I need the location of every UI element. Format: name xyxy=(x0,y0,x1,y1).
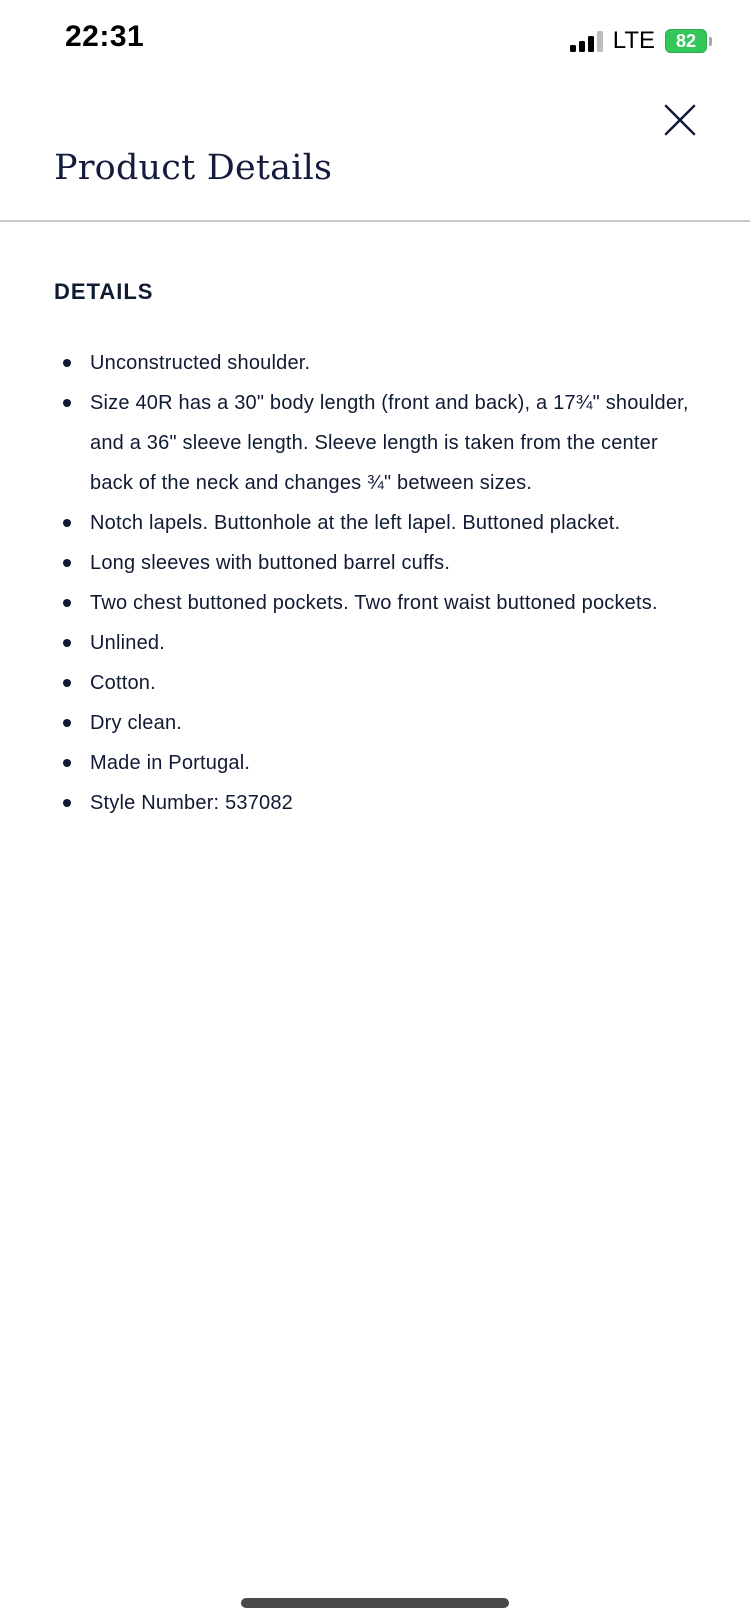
list-item-text: Style Number: 537082 xyxy=(90,792,294,814)
page-title: Product Details xyxy=(54,148,333,188)
list-item-text: Two chest buttoned pockets. Two front waist buttoned pockets. xyxy=(90,592,658,614)
list-item-text: Unconstructed shoulder. xyxy=(90,352,311,374)
bullet-icon xyxy=(63,719,71,727)
battery-tip xyxy=(709,37,712,46)
details-heading: DETAILS xyxy=(54,279,154,304)
list-item xyxy=(54,343,704,383)
network-type: LTE xyxy=(612,27,655,54)
bullet-icon xyxy=(63,639,71,647)
cellular-signal-icon xyxy=(570,30,603,52)
list-item xyxy=(54,663,704,703)
list-item xyxy=(54,703,704,743)
details-list xyxy=(54,343,704,823)
bullet-icon xyxy=(63,519,71,527)
bullet-icon xyxy=(63,599,71,607)
list-item xyxy=(54,503,704,543)
list-item-text: Made in Portugal. xyxy=(90,752,251,774)
list-item-text: Size 40R has a 30" body length (front and back), a 17¾" shoulder, and a 36" sleeve length. Sleeve length is taken from the center back of the neck and changes ¾" between sizes. xyxy=(90,392,689,494)
status-time: 22:31 xyxy=(65,20,145,53)
home-indicator[interactable] xyxy=(241,1598,509,1608)
status-bar xyxy=(0,0,750,80)
list-item xyxy=(54,583,704,623)
status-indicators xyxy=(570,24,712,58)
close-icon xyxy=(660,100,700,140)
battery-level: 82 xyxy=(675,31,697,51)
list-item xyxy=(54,743,704,783)
list-item-text: Dry clean. xyxy=(90,712,183,734)
bullet-icon xyxy=(63,759,71,767)
battery-icon xyxy=(665,29,707,53)
list-item xyxy=(54,783,704,823)
list-item-text: Unlined. xyxy=(90,632,165,654)
list-item xyxy=(54,383,704,503)
bullet-icon xyxy=(63,799,71,807)
bullet-icon xyxy=(63,359,71,367)
list-item-text: Cotton. xyxy=(90,672,156,694)
list-item-text: Long sleeves with buttoned barrel cuffs. xyxy=(90,552,451,574)
bullet-icon xyxy=(63,399,71,407)
list-item xyxy=(54,543,704,583)
list-item-text: Notch lapels. Buttonhole at the left lapel. Buttoned placket. xyxy=(90,512,621,534)
bullet-icon xyxy=(63,679,71,687)
list-item xyxy=(54,623,704,663)
header-divider xyxy=(0,220,750,222)
close-button[interactable] xyxy=(660,100,700,140)
bullet-icon xyxy=(63,559,71,567)
